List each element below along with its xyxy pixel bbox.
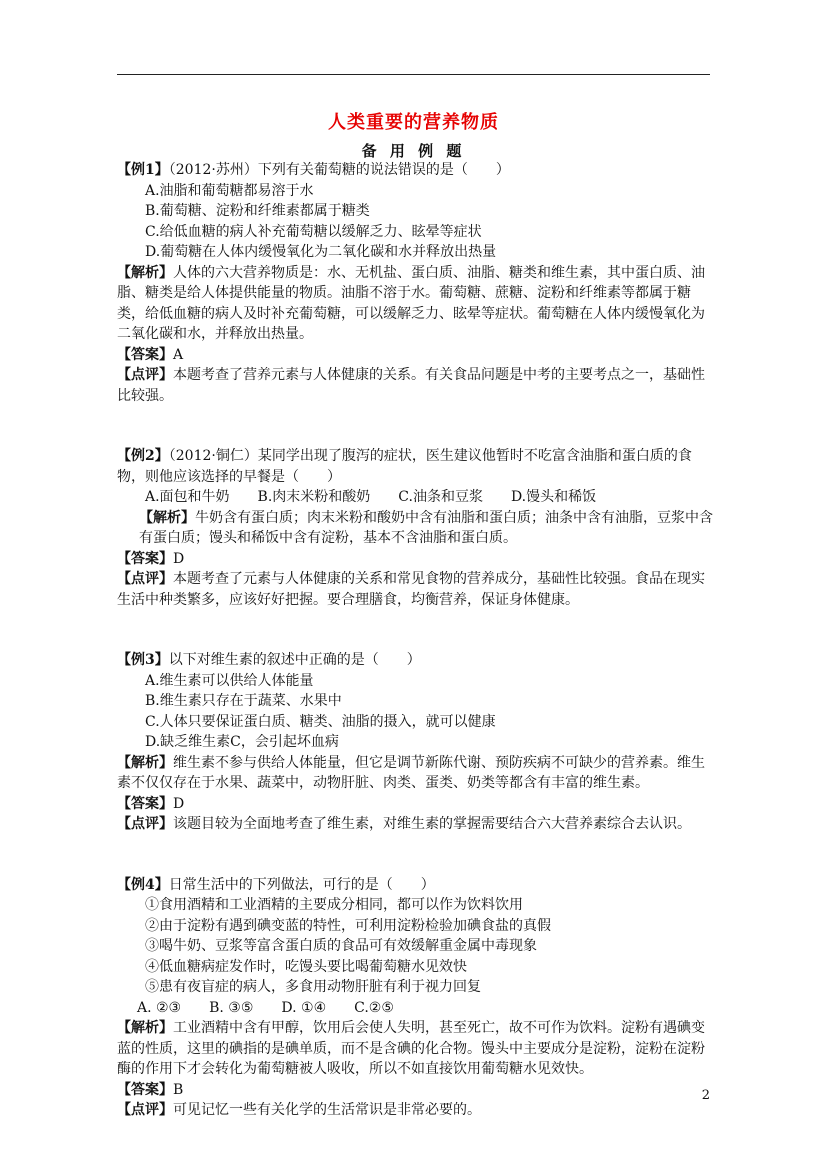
example-1-tag: 【例1】 [117,162,169,178]
example-1-option-d: D.葡萄糖在人体内缓慢氧化为二氧化碳和水并释放出热量 [145,244,497,260]
example-3-analysis: 【解析】维生素不参与供给人体能量，但它是调节新陈代谢、预防疾病不可缺少的营养素。维生素不仅仅存在于水果、蔬菜中，动物肝脏、肉类、蛋类、奶类等都含有丰富的维生素。 [117,754,705,791]
example-4-answer: 【答案】B [117,1081,184,1098]
example-1-answer: 【答案】A [117,346,184,363]
example-4-tag: 【例4】 [117,876,169,893]
example-4-stem: 【例4】日常生活中的下列做法，可行的是（ ） [117,876,435,893]
example-3-answer: 【答案】D [117,795,185,812]
example-1-option-a: A.油脂和葡萄糖都易溶于水 [145,182,314,199]
example-1-comment: 【点评】本题考查了营养元素与人体健康的关系。有关食品问题是中考的主要考点之一，基础性比较强。 [117,367,705,404]
example-1-option-b: B.葡萄糖、淀粉和纤维素都属于糖类 [145,203,370,219]
example-2-analysis: 【解析】牛奶含有蛋白质；肉末米粉和酸奶中含有油脂和蛋白质；油条中含有油脂，豆浆中含有蛋白质；馒头和稀饭中含有淀粉，基本不含油脂和蛋白质。 [139,509,713,546]
example-3-tag: 【例3】 [117,652,169,668]
page-number: 2 [701,1088,710,1103]
example-4 [117,875,715,1121]
example-4-item-5: ⑤患有夜盲症的病人，多食用动物肝脏有利于视力回复 [145,979,481,995]
example-3-option-b: B.维生素只存在于蔬菜、水果中 [145,693,342,709]
example-2 [117,446,715,610]
example-3-option-a: A.维生素可以供给人体能量 [145,672,314,689]
example-2-comment: 【点评】本题考查了元素与人体健康的关系和常见食物的营养成分，基础性比较强。食品在现实生活中种类繁多，应该好好把握。要合理膳食，均衡营养，保证身体健康。 [117,571,705,608]
example-2-options: A.面包和牛奶 B.肉末米粉和酸奶 C.油条和豆浆 D.馒头和稀饭 [145,489,597,505]
example-1-analysis: 【解析】人体的六大营养物质是：水、无机盐、蛋白质、油脂、糖类和维生素，其中蛋白质、油脂、糖类是给人体提供能量的物质。油脂不溶于水。葡萄糖、蔗糖、淀粉和纤维素等都属于糖类，给低血糖的病人及时补充葡萄糖，可以缓解乏力、眩晕等症状。葡萄糖在人体内缓慢氧化为二氧化碳和水，并释放出热量。 [117,264,705,342]
example-4-comment: 【点评】可见记忆一些有关化学的生活常识是非常必要的。 [117,1102,481,1118]
example-4-analysis: 【解析】工业酒精中含有甲醇，饮用后会使人失明，甚至死亡，故不可作为饮料。淀粉有遇碘变蓝的性质，这里的碘指的是碘单质，而不是含碘的化合物。馒头中主要成分是淀粉，淀粉在淀粉酶的作用下才会转化为葡萄糖被人吸收，所以不如直接饮用葡萄糖水见效快。 [117,1020,705,1077]
example-1-stem: 【例1】（2012·苏州）下列有关葡萄糖的说法错误的是（ ） [117,162,510,178]
example-3-comment: 【点评】该题目较为全面地考查了维生素，对维生素的掌握需要结合六大营养素综合去认识。 [117,816,691,832]
example-3 [117,650,715,835]
example-1 [117,160,715,406]
example-4-item-4: ④低血糖病症发作时，吃馒头要比喝葡萄糖水见效快 [145,958,467,975]
example-4-choices: A. ②③ B. ③⑤ D. ①④ C.②⑤ [137,999,394,1016]
example-2-tag: 【例2】 [117,448,169,464]
example-3-stem: 【例3】以下对维生素的叙述中正确的是（ ） [117,652,421,668]
example-4-item-1: ①食用酒精和工业酒精的主要成分相同，都可以作为饮料饮用 [145,897,523,913]
page-title: 人类重要的营养物质 [328,112,499,133]
example-4-item-3: ③喝牛奶、豆浆等富含蛋白质的食品可有效缓解重金属中毒现象 [145,938,537,954]
example-2-answer: 【答案】D [117,550,185,567]
page-subtitle: 备 用 例 题 [361,142,466,160]
header-rule [117,74,710,75]
example-3-option-c: C.人体只要保证蛋白质、糖类、油脂的摄入，就可以健康 [145,713,496,730]
example-1-option-c: C.给低血糖的病人补充葡萄糖以缓解乏力、眩晕等症状 [145,223,482,240]
document-body [117,160,715,1121]
example-4-item-2: ②由于淀粉有遇到碘变蓝的特性，可利用淀粉检验加碘食盐的真假 [145,917,551,934]
example-3-option-d: D.缺乏维生素C，会引起坏血病 [145,734,339,750]
example-2-stem: 【例2】（2012·铜仁）某同学出现了腹泻的症状，医生建议他暂时不吃富含油脂和蛋白质的食物，则他应该选择的早餐是（ ） [117,448,692,485]
